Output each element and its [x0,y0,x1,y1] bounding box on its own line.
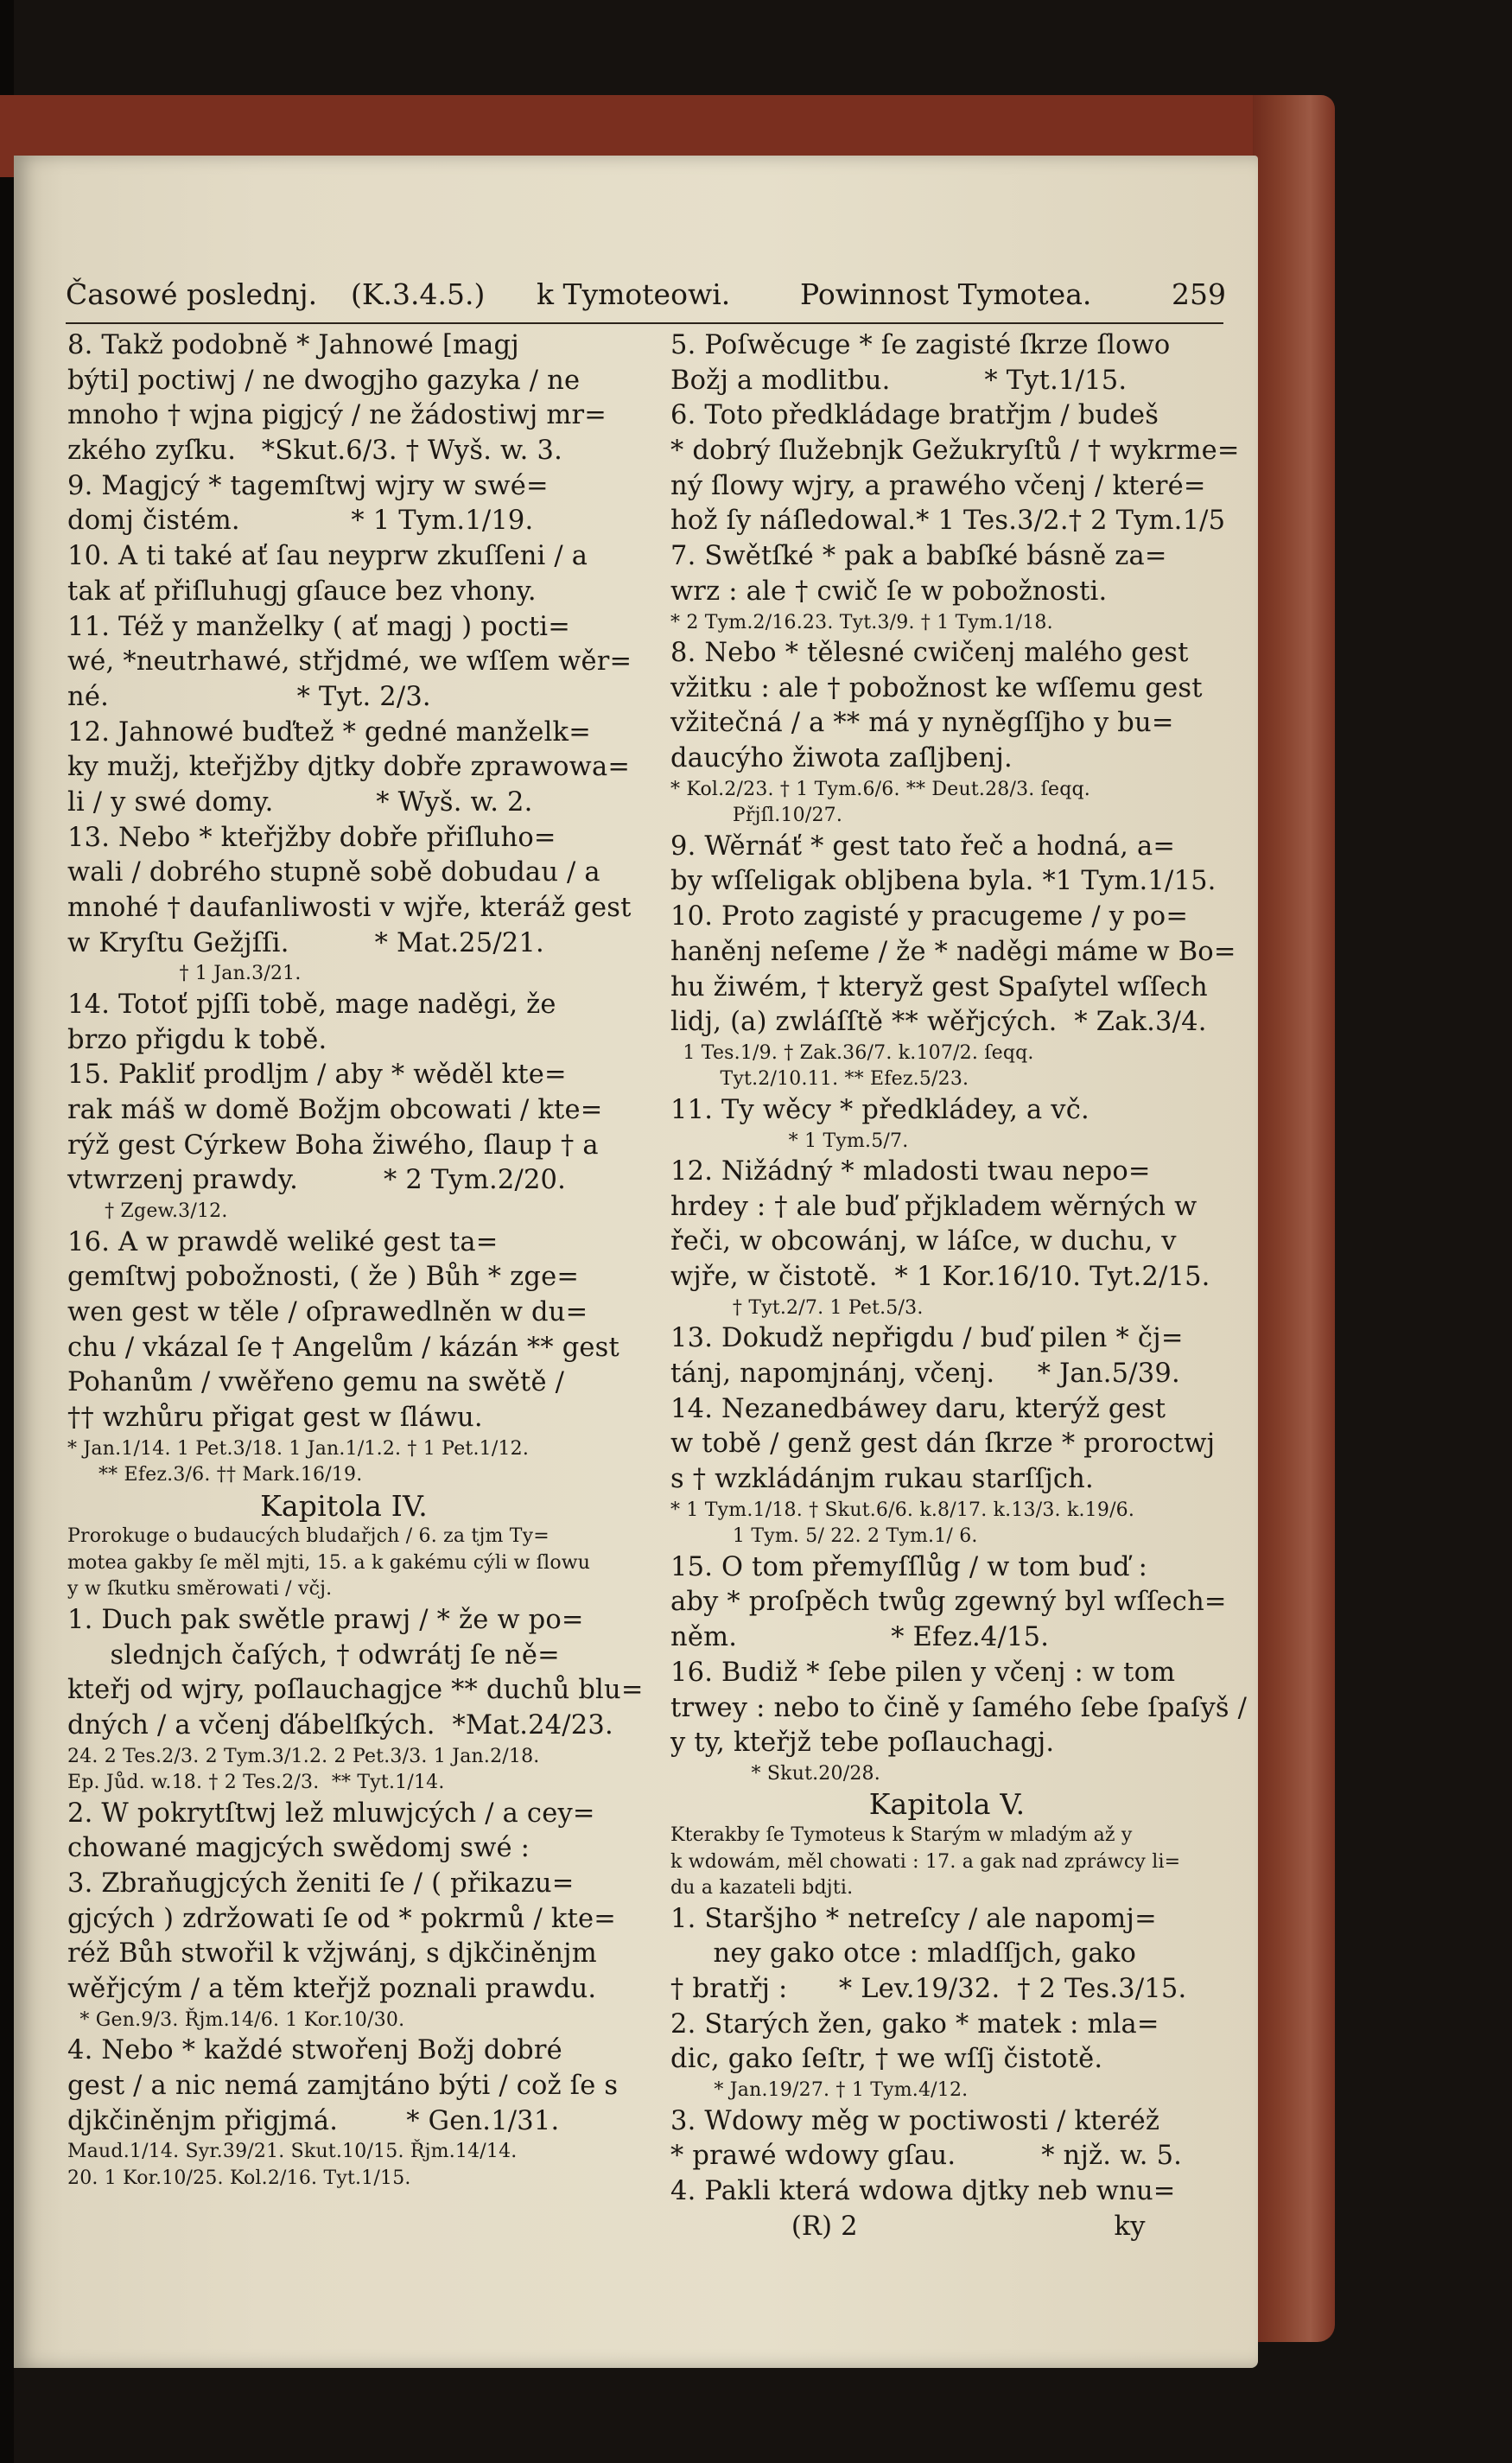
cross-reference-line: * Kol.2/23. † 1 Tym.6/6. ** Deut.28/3. ſeqq. [670,778,1091,800]
left-text-line: rýž gest Cýrkew Boha žiwého, ſlaup † a [67,1130,599,1161]
cross-reference-line: Kterakby ſe Tymoteus k Starým w mladým až y [670,1824,1133,1847]
cross-reference-line: * Skut.20/28. [670,1762,880,1785]
cross-reference-line: Tyt.2/10.11. ** Efez.5/23. [670,1068,969,1091]
right-text-line: 1. Staršjho * netreſcy / ale napomj= [670,1903,1157,1934]
left-text-line: 13. Nebo * kteřjžby dobře přiſluho= [67,822,556,853]
right-text-line: 5. Poſwěcuge * ſe zagisté ſkrze ſlowo [670,330,1171,360]
left-text-line: 4. Nebo * každé stwořenj Božj dobré [67,2035,562,2066]
right-text-line: vžitečná / a ** má y nyněgſſjho y bu= [670,708,1174,739]
chapter-heading: Kapitola V. [868,1787,1026,1822]
cross-reference-line: † Tyt.2/7. 1 Pet.5/3. [670,1296,924,1319]
left-text-line: mnoho † wjna pigjcý / ne žádostiwj mr= [67,400,607,431]
left-text-line: 16. A w prawdě weliké gest ta= [67,1226,499,1257]
left-text-line: kteřj od wjry, poſlauchagjce ** duchů blu= [67,1675,644,1706]
cross-reference-line: Prorokuge o budaucých bludařjch / 6. za tjm Ty= [67,1525,550,1548]
left-text-line: vtwrzenj prawdy. * 2 Tym.2/20. [67,1165,567,1196]
cross-reference-line: k wdowám, měl chowati : 17. a gak nad zpráwcy li= [670,1850,1181,1873]
left-text-line: wé, *neutrhawé, střjdmé, we wſſem wěr= [67,646,632,678]
left-text-line: 2. W pokrytſtwj lež mluwjcých / a cey= [67,1798,595,1829]
right-text-line: 14. Nezanedbáwey daru, kterýž gest [670,1393,1166,1424]
right-text-line: y ty, kteřjž tebe poſlauchagj. [670,1728,1055,1759]
left-text-line: rak máš w domě Božjm obcowati / kte= [67,1094,603,1125]
left-text-line: brzo přigdu k tobě. [67,1024,327,1055]
right-text-line: w tobě / genž gest dán ſkrze * proroctwj [670,1429,1216,1460]
left-text-line: Pohanům / vwěřeno gemu na swětě / [67,1367,565,1398]
right-text-line: 16. Budiž * ſebe pilen y včenj : w tom [670,1657,1176,1688]
left-text-line: býti] poctiwj / ne dwogjho gazyka / ne [67,365,581,396]
cross-reference-line: * 1 Tym.5/7. [670,1130,909,1152]
cross-reference-line: ** Efez.3/6. †† Mark.16/19. [67,1464,363,1486]
right-text-line: hu žiwém, † kteryž gest Spaſytel wſſech [670,971,1208,1002]
cross-reference-line: 1 Tym. 5/ 22. 2 Tym.1/ 6. [670,1525,978,1548]
left-text-line: né. * Tyt. 2/3. [67,681,431,712]
right-text-line: 15. O tom přemyſſlůg / w tom buď : [670,1551,1148,1582]
cross-reference-line: y w ſkutku směrowati / včj. [67,1578,333,1601]
right-text-line: by wſſeligak obljbena byla. *1 Tym.1/15. [670,866,1217,897]
right-text-line: hož ſy náſledowal.* 1 Tes.3/2.† 2 Tym.1/5 [670,506,1226,537]
right-text-line: 4. Pakli která wdowa djtky neb wnu= [670,2175,1176,2206]
cross-reference-line: Přjſl.10/27. [670,805,843,827]
page-number: 259 [1172,277,1226,311]
left-text-line: 8. Takž podobně * Jahnowé [magj [67,330,519,360]
left-backdrop [0,0,14,2463]
left-text-line: slednjch čaſých, † odwrátj ſe ně= [67,1639,560,1671]
header-right-title: Powinnost Tymotea. [800,277,1092,311]
cross-reference-line: Ep. Jůd. w.18. † 2 Tes.2/3. ** Tyt.1/14. [67,1772,445,1794]
header-left-title: Časowé poslednj. [66,277,318,311]
left-text-line: wen gest w těle / oſprawedlněn w du= [67,1296,588,1327]
left-text-line: gemſtwj pobožnosti, ( že ) Bůh * zge= [67,1262,580,1293]
left-text-line: chu / vkázal ſe † Angelům / kázán ** gest [67,1332,619,1363]
left-text-line: †† wzhůru přigat gest w ſláwu. [67,1402,483,1433]
page-edge [1253,95,1335,2342]
right-text-line: 10. Proto zagisté y pracugeme / y po= [670,901,1189,932]
left-column [67,328,644,2192]
right-text-line: tánj, napomjnánj, včenj. * Jan.5/39. [670,1359,1180,1389]
left-text-line: gjcých ) zdržowati ſe od * pokrmů / kte= [67,1903,616,1934]
right-text-line: ney gako otce : mladſſjch, gako [670,1938,1137,1970]
right-text-line: 13. Dokudž nepřigdu / buď pilen * čj= [670,1323,1184,1354]
right-text-line: ný ſlowy wjry, a prawého včenj / které= [670,470,1206,501]
right-text-line: 12. Nižádný * mladosti twau nepo= [670,1156,1151,1187]
right-text-line: wrz : ale † cwič ſe w pobožnosti. [670,576,1108,607]
right-text-line: trwey : nebo to čině y ſamého ſebe ſpaſyš / [670,1692,1248,1723]
left-text-line: wěřjcým / a těm kteřjž poznali prawdu. [67,1974,597,2004]
cross-reference-line: * Jan.1/14. 1 Pet.3/18. 1 Jan.1/1.2. † 1 Pet.1/12. [67,1437,530,1460]
right-text-line: s † wzkládánjm rukau starſſjch. [670,1464,1094,1495]
cross-reference-line: * 2 Tym.2/16.23. Tyt.3/9. † 1 Tym.1/18. [670,611,1053,633]
left-text-line: zkého zyſku. *Skut.6/3. † Wyš. w. 3. [67,436,562,467]
cross-reference-line: du a kazateli bdjti. [670,1877,854,1900]
running-header [66,274,1226,315]
right-text-line: † bratřj : * Lev.19/32. † 2 Tes.3/15. [670,1973,1187,2004]
left-text-line: domj čistém. * 1 Tym.1/19. [67,506,534,537]
right-text-line: (R) 2 ky [748,2211,1146,2242]
right-text-line: daucýho žiwota zaſljbenj. [670,743,1013,774]
cross-reference-line: * 1 Tym.1/18. † Skut.6/6. k.8/17. k.13/3. k.19/6. [670,1499,1135,1521]
left-text-line: tak ať přiſluhugj gſauce bez vhony. [67,576,537,607]
right-text-line: 2. Starých žen, gako * matek : mla= [670,2008,1159,2040]
cross-reference-line: Maud.1/14. Syr.39/21. Skut.10/15. Řjm.14/14. [67,2141,518,2163]
right-text-line: * dobrý ſlužebnjk Gežukryſtů / † wykrme= [670,436,1240,467]
cross-reference-line: 20. 1 Kor.10/25. Kol.2/16. Tyt.1/15. [67,2167,411,2189]
header-book: k Tymoteowi. [537,277,731,311]
right-text-line: dic, gako ſeſtr, † we wſſj čistotě. [670,2044,1103,2075]
left-text-line: 14. Totoť pjſſi tobě, mage naděgi, že [67,989,556,1020]
chapter-heading: Kapitola IV. [260,1488,428,1523]
cross-reference-line: † Zgew.3/12. [67,1200,228,1222]
right-text-line: 3. Wdowy měg w poctiwosti / kteréž [670,2105,1160,2136]
cross-reference-line: † 1 Jan.3/21. [67,963,302,985]
cross-reference-line: * Jan.19/27. † 1 Tym.4/12. [670,2079,969,2101]
right-text-line: 7. Swětſké * pak a babſké básně za= [670,541,1167,572]
right-text-line: haněnj neſeme / že * naděgi máme w Bo= [670,936,1236,967]
right-text-line: * prawé wdowy gſau. * njž. w. 5. [670,2141,1183,2172]
header-chapter-ref: (K.3.4.5.) [351,277,486,311]
right-text-line: vžitku : ale † pobožnost ke wſſemu gest [670,672,1203,703]
left-text-line: w Kryſtu Gežjſſi. * Mat.25/21. [67,927,544,958]
left-text-line: chowané magjcých swědomj swé : [67,1833,530,1864]
left-text-line: 12. Jahnowé buďtež * gedné manželk= [67,716,591,748]
cross-reference-line: 1 Tes.1/9. † Zak.36/7. k.107/2. ſeqq. [670,1041,1034,1064]
right-text-line: wjře, w čistotě. * 1 Kor.16/10. Tyt.2/15. [670,1262,1210,1293]
book-page [14,156,1258,2368]
left-text-line: 10. A ti také ať ſau neyprw zkuſſeni / a [67,541,588,572]
cross-reference-line: motea gakby ſe měl mjti, 15. a k gakému cýli w ſlowu [67,1551,591,1574]
left-text-line: dných / a včenj ďábelſkých. *Mat.24/23. [67,1709,613,1741]
header-rule [66,322,1223,324]
cross-reference-line: * Gen.9/3. Řjm.14/6. 1 Kor.10/30. [67,2008,405,2031]
right-text-line: 6. Toto předkládage bratřjm / budeš [670,400,1159,431]
right-text-line: 11. Ty wěcy * předkládey, a vč. [670,1094,1090,1125]
left-text-line: wali / dobrého stupně sobě dobudau / a [67,857,600,888]
left-text-line: 3. Zbraňugjcých ženiti ſe / ( přikazu= [67,1868,575,1899]
left-text-line: ky mužj, kteřjžby djtky dobře zprawowa= [67,752,631,783]
right-text-line: řeči, w obcowánj, w láſce, w duchu, v [670,1226,1177,1257]
left-text-line: 1. Duch pak swětle prawj / * že w po= [67,1604,584,1635]
right-text-line: lidj, (a) zwláſſtě ** wěřjcých. * Zak.3/4. [670,1007,1207,1038]
left-text-line: li / y swé domy. * Wyš. w. 2. [67,786,533,818]
left-text-line: djkčiněnjm přigjmá. * Gen.1/31. [67,2105,560,2136]
left-text-line: 11. Též y manželky ( ať magj ) pocti= [67,611,570,642]
right-text-line: něm. * Efez.4/15. [670,1622,1050,1653]
right-text-line: 9. Wěrnáť * gest tato řeč a hodná, a= [670,831,1176,862]
left-text-line: 15. Pakliť prodljm / aby * wěděl kte= [67,1060,567,1091]
left-text-line: mnohé † daufanliwosti v wjře, kteráž gest [67,893,632,923]
right-text-line: 8. Nebo * tělesné cwičenj malého gest [670,638,1189,668]
right-column [670,328,1248,2244]
right-text-line: hrdey : † ale buď přjkladem wěrných w [670,1191,1198,1222]
right-text-line: Božj a modlitbu. * Tyt.1/15. [670,365,1128,396]
left-text-line: 9. Magjcý * tagemſtwj wjry w swé= [67,470,549,501]
right-text-line: aby * proſpěch twůg zgewný byl wſſech= [670,1587,1227,1618]
left-text-line: gest / a nic nemá zamjtáno býti / což ſe s [67,2070,619,2101]
left-text-line: réž Bůh stwořil k vžjwánj, s djkčiněnjm [67,1938,597,1970]
cross-reference-line: 24. 2 Tes.2/3. 2 Tym.3/1.2. 2 Pet.3/3. 1 Jan.2/18. [67,1745,540,1767]
